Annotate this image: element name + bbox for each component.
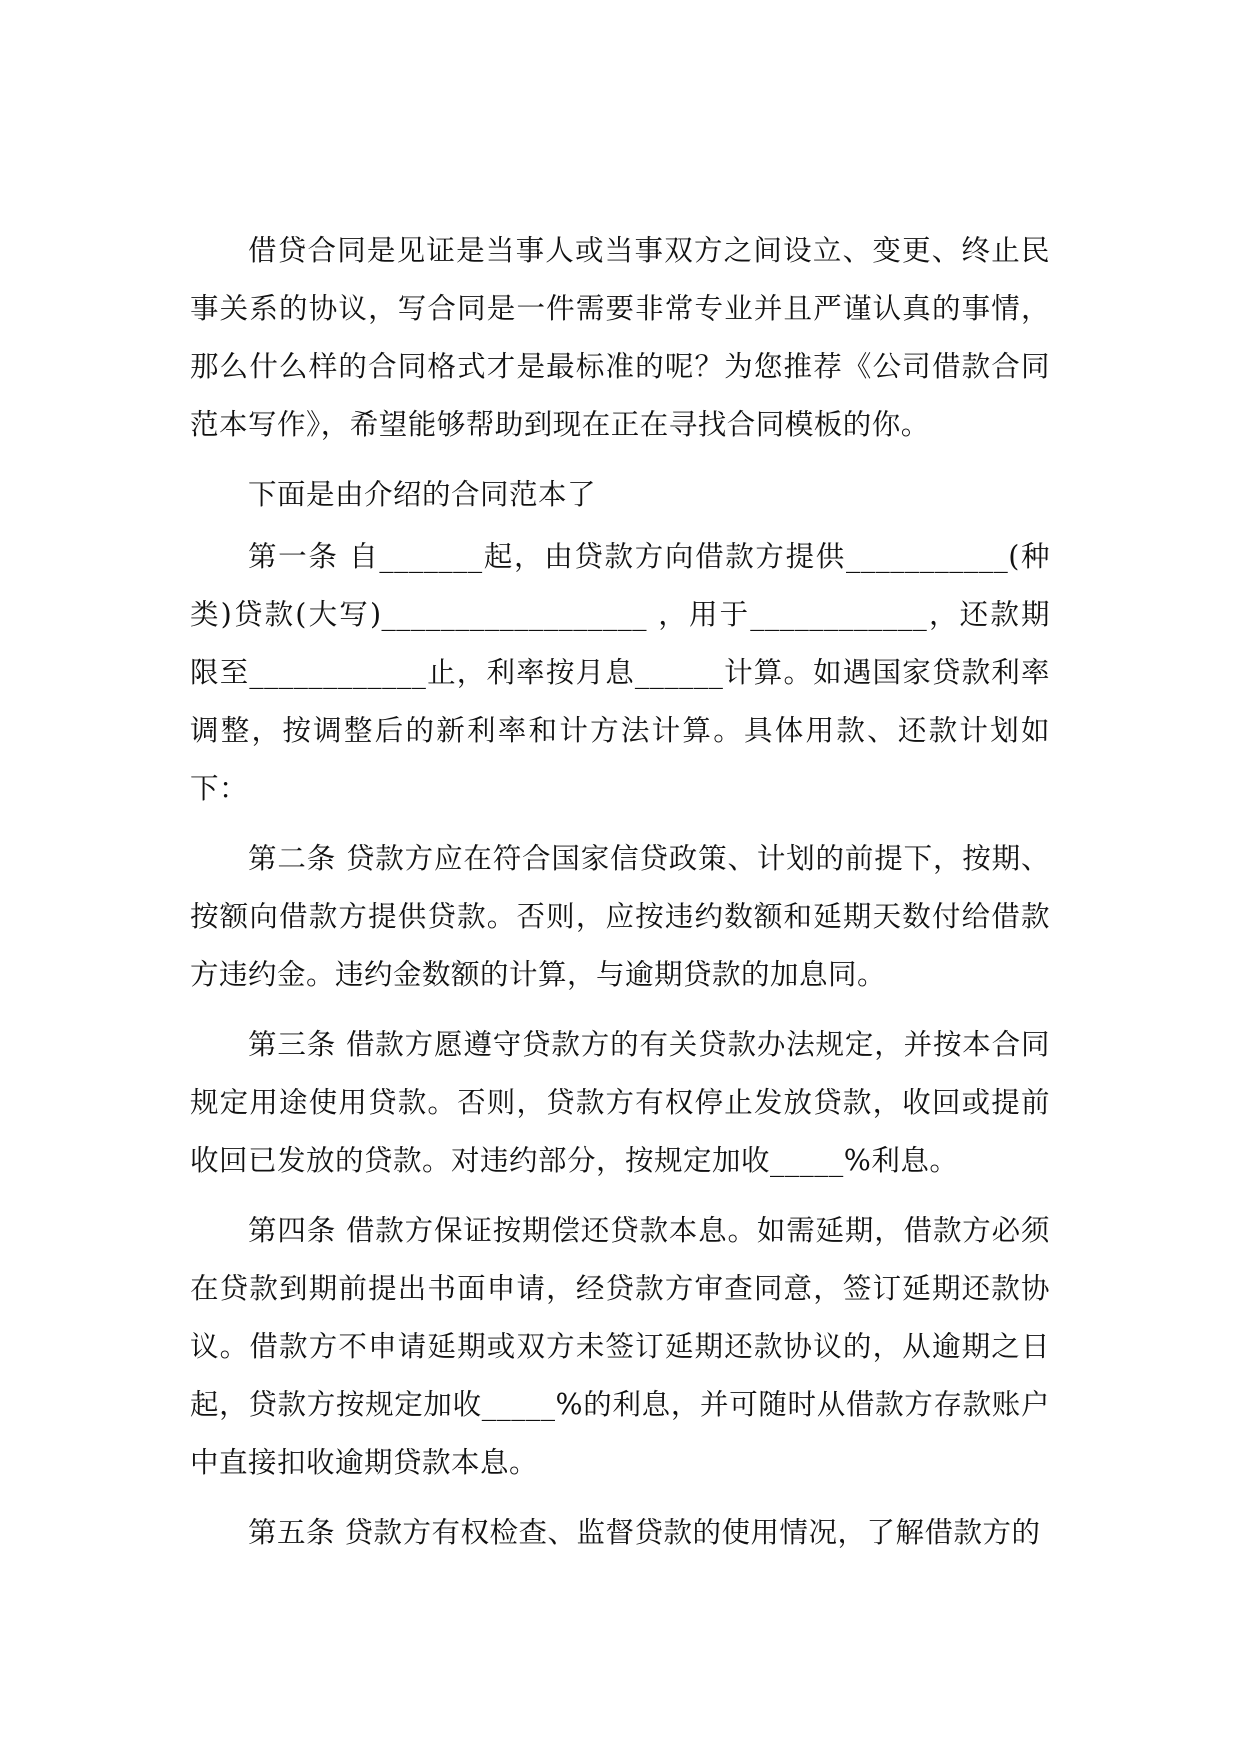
article-5-paragraph: 第五条 贷款方有权检查、监督贷款的使用情况，了解借款方的 <box>248 1516 1041 1549</box>
intro-paragraph: 借贷合同是见证是当事人或当事双方之间设立、变更、终止民事关系的协议，写合同是一件需要非常专业并且严谨认真的事情，那么什么样的合同格式才是最标准的呢？为您推荐《公司借款合同范本写作》，希望能够帮助到现在正在寻找合同模板的你。 <box>190 234 1050 441</box>
article-4-paragraph: 第四条 借款方保证按期偿还贷款本息。如需延期，借款方必须在贷款到期前提出书面申请，经贷款方审查同意，签订延期还款协议。借款方不申请延期或双方未签订延期还款协议的，从逾期之日起，贷款方按规定加收_____%的利息，并可随时从借款方存款账户中直接扣收逾期贷款本息。 <box>190 1214 1050 1479</box>
article-2-paragraph: 第二条 贷款方应在符合国家信贷政策、计划的前提下，按期、按额向借款方提供贷款。否则，应按违约数额和延期天数付给借款方违约金。违约金数额的计算，与逾期贷款的加息同。 <box>190 842 1050 991</box>
article-3-paragraph: 第三条 借款方愿遵守贷款方的有关贷款办法规定，并按本合同规定用途使用贷款。否则，贷款方有权停止发放贷款，收回或提前收回已发放的贷款。对违约部分，按规定加收_____%利息。 <box>190 1028 1050 1177</box>
preface-line: 下面是由介绍的合同范本了 <box>248 478 597 511</box>
article-1-paragraph: 第一条 自_______起，由贷款方向借款方提供___________(种类)贷款(大写)__________________ ，用于____________，还款期限至____________止，利率按月息______计算。如遇国家贷款利率调整，按调整后的新利率和计方法计算。具体用款、还款计划如下： <box>190 540 1050 805</box>
document-body <box>190 222 1050 1574</box>
